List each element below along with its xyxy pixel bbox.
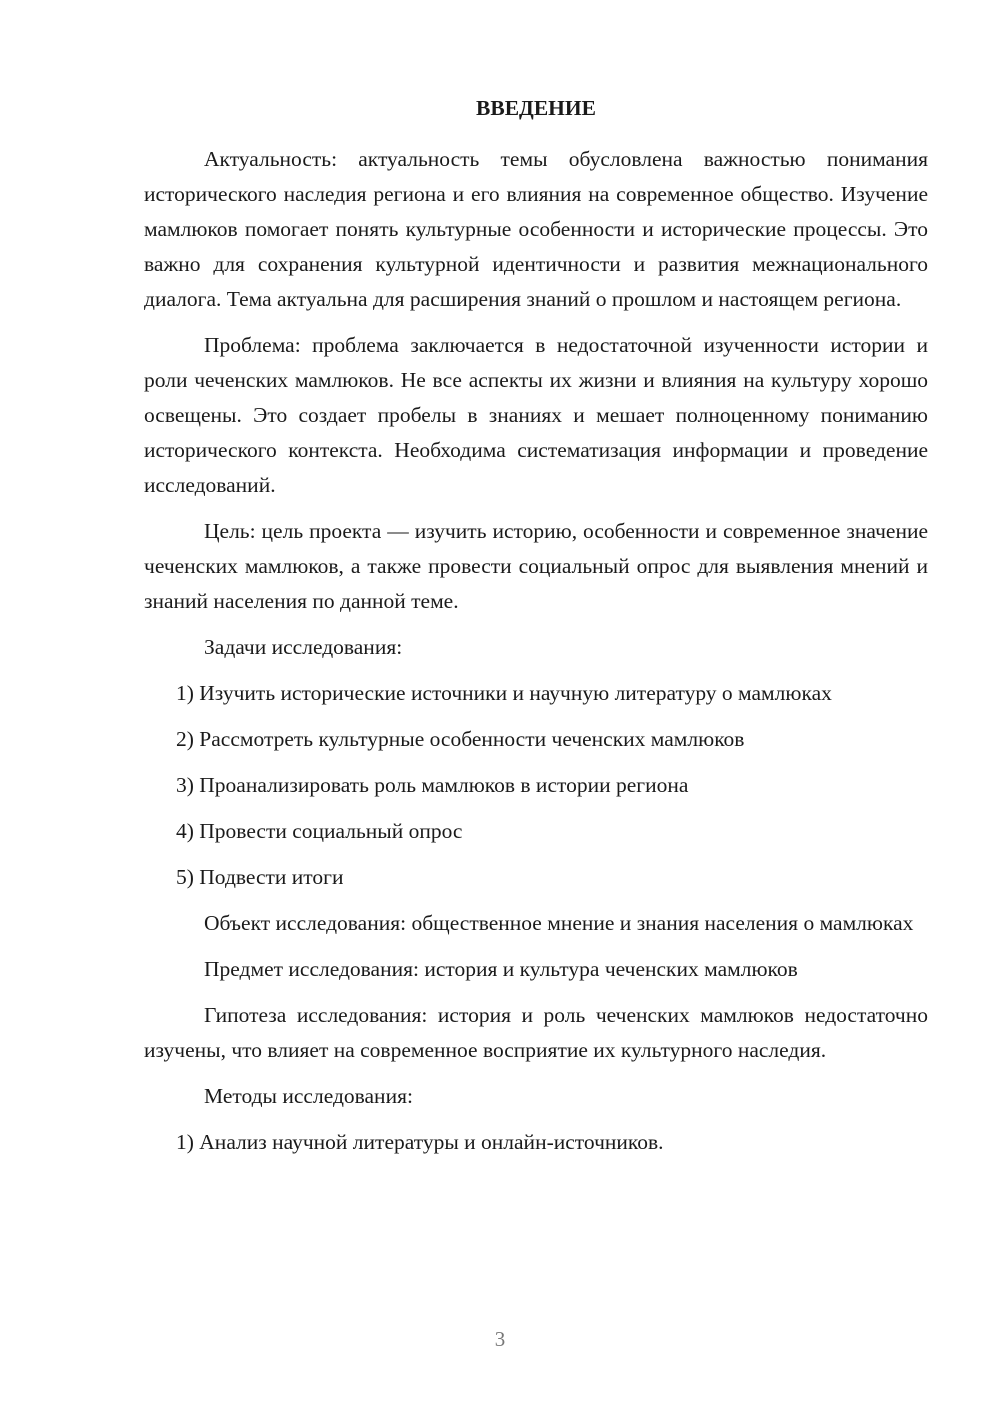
task-item-5: 5) Подвести итоги (176, 865, 344, 889)
tasks-heading: Задачи исследования: (204, 635, 403, 659)
paragraph-relevance: Актуальность: актуальность темы обусловлена важностью понимания исторического наследия региона и его влияния на современное общество. Изучение мамлюков помогает понять культурные особенности и исторические процессы. Это важно для сохранения культурной идентичности и развития межнационального диалога. Тема актуальна для расширения знаний о прошлом и настоящем региона. (144, 147, 928, 311)
task-item-4: 4) Провести социальный опрос (176, 819, 463, 843)
section-title: ВВЕДЕНИЕ (476, 96, 596, 120)
paragraph-hypothesis: Гипотеза исследования: история и роль чеченских мамлюков недостаточно изучены, что влияет на современное восприятие их культурного наследия. (144, 1003, 928, 1062)
task-item-1: 1) Изучить исторические источники и научную литературу о мамлюках (176, 681, 832, 705)
task-item-2: 2) Рассмотреть культурные особенности чеченских мамлюков (176, 727, 745, 751)
paragraph-subject: Предмет исследования: история и культура чеченских мамлюков (204, 957, 798, 981)
methods-heading: Методы исследования: (204, 1084, 413, 1108)
paragraph-object: Объект исследования: общественное мнение и знания населения о мамлюках (204, 911, 914, 935)
task-item-3: 3) Проанализировать роль мамлюков в истории региона (176, 773, 689, 797)
paragraph-goal: Цель: цель проекта — изучить историю, особенности и современное значение чеченских мамлюков, а также провести социальный опрос для выявления мнений и знаний населения по данной теме. (144, 519, 928, 613)
paragraph-problem: Проблема: проблема заключается в недостаточной изученности истории и роли чеченских мамлюков. Не все аспекты их жизни и влияния на культуру хорошо освещены. Это создает пробелы в знаниях и мешает полноценному пониманию исторического контекста. Необходима систематизация информации и проведение исследований. (144, 333, 928, 497)
method-item-1: 1) Анализ научной литературы и онлайн-источников. (176, 1130, 664, 1154)
page-number: 3 (494, 1327, 506, 1351)
document-body (144, 142, 928, 1171)
